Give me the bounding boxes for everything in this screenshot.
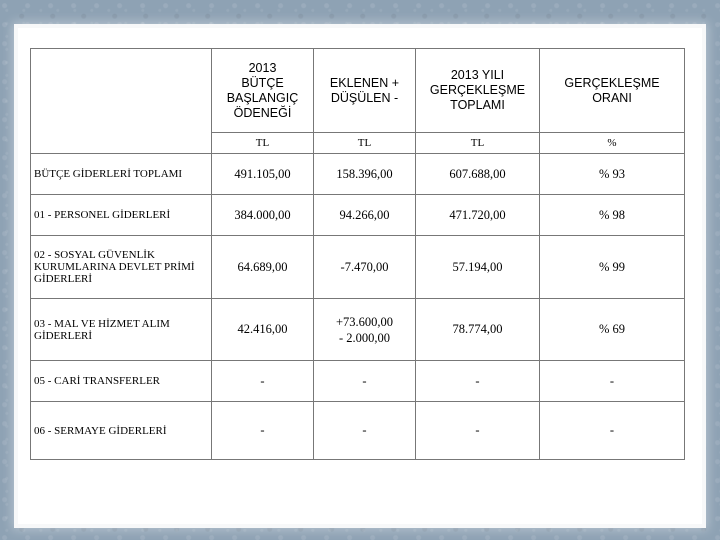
- row-label: 05 - CARİ TRANSFERLER: [31, 361, 212, 402]
- budget-table: [30, 48, 685, 460]
- table-row: [31, 195, 685, 236]
- cell-baslangic: -: [212, 361, 314, 402]
- row-label: 03 - MAL VE HİZMET ALIM GİDERLERİ: [31, 299, 212, 361]
- cell-eklenen: +73.600,00 - 2.000,00: [314, 299, 416, 361]
- cell-gerceklesme: 57.194,00: [416, 236, 540, 299]
- cell-eklenen: -: [314, 402, 416, 460]
- header-row: [31, 49, 685, 133]
- table-row: [31, 402, 685, 460]
- row-label: 02 - SOSYAL GÜVENLİK KURUMLARINA DEVLET PRİMİ GİDERLERİ: [31, 236, 212, 299]
- cell-baslangic: 42.416,00: [212, 299, 314, 361]
- header-baslangic: 2013 BÜTÇE BAŞLANGIÇ ÖDENEĞİ: [212, 49, 314, 133]
- cell-gerceklesme: 471.720,00: [416, 195, 540, 236]
- cell-oran: % 93: [540, 154, 685, 195]
- table-row: [31, 361, 685, 402]
- row-label: 01 - PERSONEL GİDERLERİ: [31, 195, 212, 236]
- cell-oran: % 98: [540, 195, 685, 236]
- header-eklenen: EKLENEN + DÜŞÜLEN -: [314, 49, 416, 133]
- cell-baslangic: 64.689,00: [212, 236, 314, 299]
- cell-eklenen: -: [314, 361, 416, 402]
- unit-gerceklesme: TL: [416, 133, 540, 154]
- table-row: [31, 154, 685, 195]
- cell-eklenen: -7.470,00: [314, 236, 416, 299]
- cell-oran: -: [540, 361, 685, 402]
- cell-oran: % 69: [540, 299, 685, 361]
- row-label: 06 - SERMAYE GİDERLERİ: [31, 402, 212, 460]
- cell-gerceklesme: 607.688,00: [416, 154, 540, 195]
- cell-eklenen: 94.266,00: [314, 195, 416, 236]
- unit-baslangic: TL: [212, 133, 314, 154]
- cell-eklenen: 158.396,00: [314, 154, 416, 195]
- cell-gerceklesme: 78.774,00: [416, 299, 540, 361]
- cell-baslangic: 491.105,00: [212, 154, 314, 195]
- row-label: BÜTÇE GİDERLERİ TOPLAMI: [31, 154, 212, 195]
- unit-oran: %: [540, 133, 685, 154]
- header-corner-cell: [31, 49, 212, 154]
- table-row: [31, 299, 685, 361]
- cell-oran: % 99: [540, 236, 685, 299]
- table-row: [31, 236, 685, 299]
- header-oran: GERÇEKLEŞME ORANI: [540, 49, 685, 133]
- unit-eklenen: TL: [314, 133, 416, 154]
- cell-gerceklesme: -: [416, 361, 540, 402]
- header-gerceklesme: 2013 YILI GERÇEKLEŞME TOPLAMI: [416, 49, 540, 133]
- cell-baslangic: 384.000,00: [212, 195, 314, 236]
- cell-gerceklesme: -: [416, 402, 540, 460]
- cell-baslangic: -: [212, 402, 314, 460]
- cell-oran: -: [540, 402, 685, 460]
